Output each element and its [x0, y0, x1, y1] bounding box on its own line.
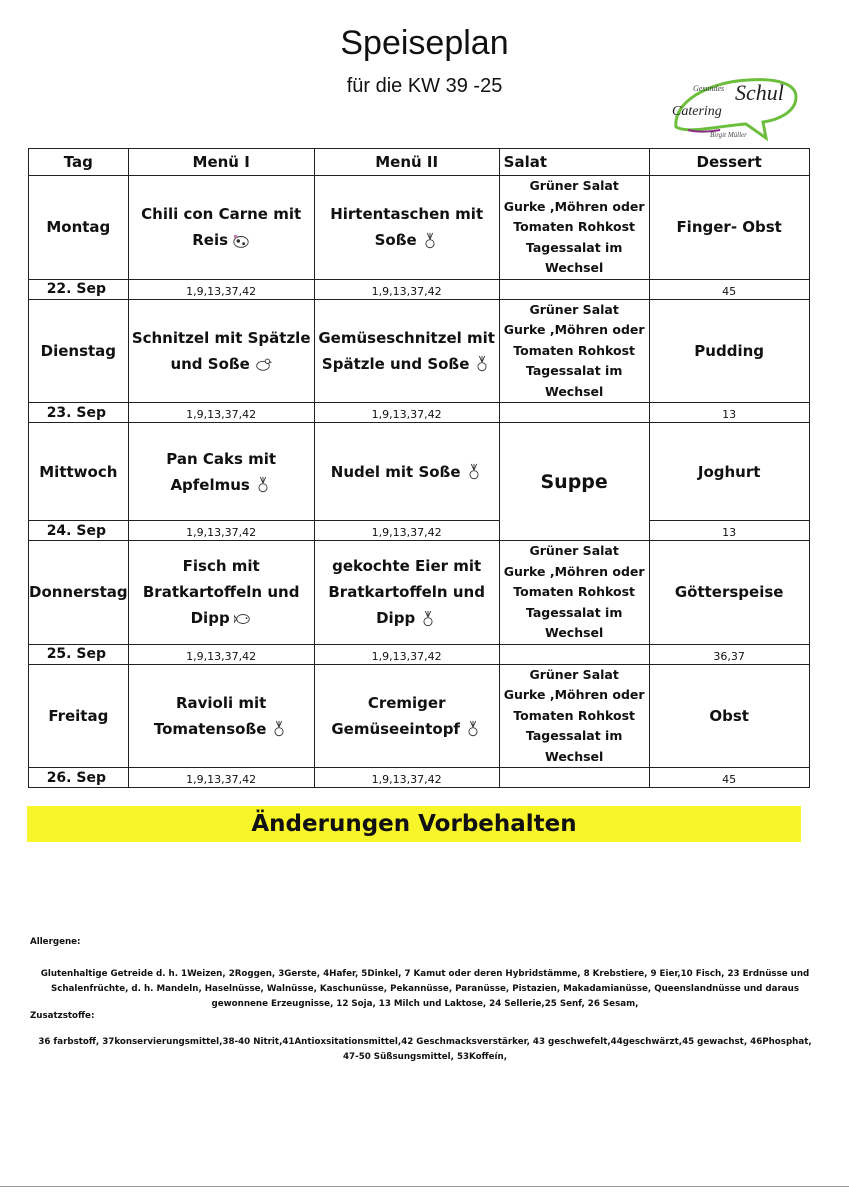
day-name: Dienstag [29, 299, 129, 403]
menu1-allergens: 1,9,13,37,42 [186, 284, 257, 298]
menu2-allergens: 1,9,13,37,42 [371, 284, 442, 298]
vegetable-icon [469, 355, 491, 373]
menu1-text: Pan Caks mit Apfelmus [166, 449, 277, 494]
vegetable-icon [460, 720, 482, 738]
menu2-cell [314, 664, 499, 768]
menu1-text: Chili con Carne mit Reis [141, 205, 302, 250]
zusatzstoffe-text: 36 farbstoff, 37konservierungsmittel,38-40 Nitrit,41Antioxsitationsmittel,42 Geschmacksverstärker, 43 geschwefelt,44geschwärzt,45 gewachst, 46Phosphat, 47-50 Süßsungsmittel, 53Koffeín, [38, 1037, 812, 1062]
day-name: Donnerstag [29, 541, 129, 645]
vegetable-icon [250, 476, 272, 494]
table-row [29, 541, 810, 645]
vegetable-icon [417, 231, 439, 249]
dessert-cell: Pudding [649, 299, 809, 403]
menu-table [28, 148, 810, 788]
dessert-cell: Joghurt [649, 423, 809, 521]
menu1-text: Schnitzel mit Spätzle und Soße [131, 328, 311, 373]
salat-line: Tomaten Rohkost [513, 707, 636, 723]
changes-reserved-banner: Änderungen Vorbehalten [27, 806, 801, 842]
menu1-allergens: 1,9,13,37,42 [186, 649, 257, 663]
fish-icon [230, 609, 252, 627]
salat-allergen-empty [499, 644, 649, 664]
menu2-allergens: 1,9,13,37,42 [371, 649, 442, 663]
page-bottom-rule [0, 1186, 849, 1187]
dessert-allergens: 13 [722, 408, 737, 421]
dessert-allergens: 36,37 [713, 649, 745, 663]
salat-line: Gurke ,Möhren oder [503, 687, 645, 702]
column-header-salat: Salat [499, 149, 649, 176]
allergen-row [29, 279, 810, 299]
salat-line: Tomaten Rohkost [513, 584, 636, 599]
logo-top-text: Gesundes [693, 84, 725, 93]
day-date: 23. Sep [29, 403, 129, 423]
salat-line: Wechsel [544, 260, 604, 275]
day-name: Montag [29, 176, 129, 280]
salat-line: Wechsel [544, 748, 604, 764]
salat-line: Gurke ,Möhren oder [503, 198, 645, 214]
logo-catering-text: Catering [672, 104, 722, 119]
salat-line: Wechsel [544, 383, 604, 399]
salat-cell [499, 176, 649, 280]
vegetable-icon [266, 720, 288, 738]
menu1-cell [128, 423, 314, 521]
day-date: 24. Sep [29, 521, 129, 541]
menu2-text: gekochte Eier mit Bratkartoffeln und Dipp [328, 557, 485, 628]
day-name: Freitag [29, 664, 129, 768]
table-row [29, 423, 810, 521]
salat-line: Grüner Salat [529, 543, 619, 558]
salat-allergen-empty [499, 279, 649, 299]
page-title: Speiseplan [340, 24, 509, 62]
dessert-allergens: 45 [722, 284, 737, 298]
cow-icon [228, 231, 250, 249]
menu2-cell [314, 176, 499, 280]
menu1-text: Fisch mit Bratkartoffeln und Dipp [142, 557, 300, 628]
salat-line: Grüner Salat [529, 301, 619, 317]
allergen-row [29, 644, 810, 664]
salat-allergen-empty [499, 403, 649, 423]
column-header-menu1: Menü I [128, 149, 314, 176]
table-row [29, 299, 810, 403]
salat-line: Gurke ,Möhren oder [503, 322, 645, 337]
table-header-row [29, 149, 810, 176]
menu2-allergens: 1,9,13,37,42 [371, 408, 442, 421]
menu2-text: Hirtentaschen mit Soße [330, 205, 484, 250]
menu2-text: Cremiger Gemüseeintopf [331, 693, 460, 738]
allergene-text: Glutenhaltige Getreide d. h. 1Weizen, 2Roggen, 3Gerste, 4Hafer, 5Dinkel, 7 Kamut oder deren Hybridstämme, 8 Krebstiere, 9 Eier,10 Fisch, 23 Erdnüsse und Schalenfrüchte, d. h. Mandeln, Haselnüsse, Walnüsse, Kaschunüsse, Pekannüsse, Paranüsse, Pistazien, Makadamianüsse, Queenslandnüsse und daraus gewonnene Erzeugnisse, 12 Soja, 13 Milch und Laktose, 24 Sellerie,25 Senf, 26 Sesam, [40, 969, 810, 1009]
menu2-allergens: 1,9,13,37,42 [371, 526, 442, 539]
day-date: 22. Sep [29, 279, 129, 299]
menu2-allergens: 1,9,13,37,42 [371, 773, 442, 786]
menu2-text: Gemüseschnitzel mit Spätzle und Soße [318, 328, 495, 373]
salat-line: Gurke ,Möhren oder [503, 563, 645, 579]
logo-schul-text: Schul [735, 80, 784, 105]
salat-line: Tagessalat im [525, 363, 623, 378]
menu1-cell [128, 664, 314, 768]
dessert-allergens: 45 [722, 773, 737, 786]
salat-cell [499, 664, 649, 768]
salat-allergen-empty [499, 768, 649, 788]
salat-line: Grüner Salat [529, 666, 619, 682]
menu2-text: Nudel mit Soße [330, 462, 461, 481]
salat-line: Tomaten Rohkost [513, 342, 636, 358]
table-row [29, 664, 810, 768]
salat-line: Tomaten Rohkost [513, 219, 636, 234]
menu1-allergens: 1,9,13,37,42 [186, 408, 257, 421]
vegetable-icon [415, 609, 437, 627]
allergen-row [29, 403, 810, 423]
dessert-cell: Finger- Obst [649, 176, 809, 280]
day-date: 25. Sep [29, 644, 129, 664]
allergen-row [29, 768, 810, 788]
salat-suppe: Suppe [499, 423, 649, 541]
menu1-allergens: 1,9,13,37,42 [186, 773, 257, 786]
table-row [29, 176, 810, 280]
salat-line: Tagessalat im [525, 604, 623, 620]
column-header-menu2: Menü II [314, 149, 499, 176]
vegetable-icon [461, 463, 483, 481]
allergen-row [29, 521, 810, 541]
logo-sub-text: Birgit Müller [710, 131, 747, 139]
day-date: 26. Sep [29, 768, 129, 788]
menu1-cell [128, 176, 314, 280]
menu1-cell [128, 299, 314, 403]
chicken-icon [250, 355, 272, 373]
menu1-text: Ravioli mit Tomatensoße [153, 693, 267, 738]
allergene-label: Allergene: [30, 937, 81, 947]
salat-line: Grüner Salat [529, 178, 619, 193]
dessert-allergens: 13 [722, 526, 737, 539]
page-subtitle: für die KW 39 -25 [346, 75, 503, 97]
menu2-cell [314, 423, 499, 521]
dessert-cell: Götterspeise [649, 541, 809, 645]
zusatzstoffe-label: Zusatzstoffe: [30, 1011, 95, 1021]
menu1-allergens: 1,9,13,37,42 [186, 526, 257, 539]
menu2-cell [314, 541, 499, 645]
day-name: Mittwoch [29, 423, 129, 521]
salat-cell [499, 541, 649, 645]
salat-line: Tagessalat im [525, 239, 623, 255]
salat-line: Wechsel [544, 625, 604, 640]
column-header-dessert: Dessert [649, 149, 809, 176]
column-header-tag: Tag [29, 149, 129, 176]
salat-line: Tagessalat im [525, 728, 623, 743]
menu2-cell [314, 299, 499, 403]
salat-cell [499, 299, 649, 403]
dessert-cell: Obst [649, 664, 809, 768]
menu1-cell [128, 541, 314, 645]
